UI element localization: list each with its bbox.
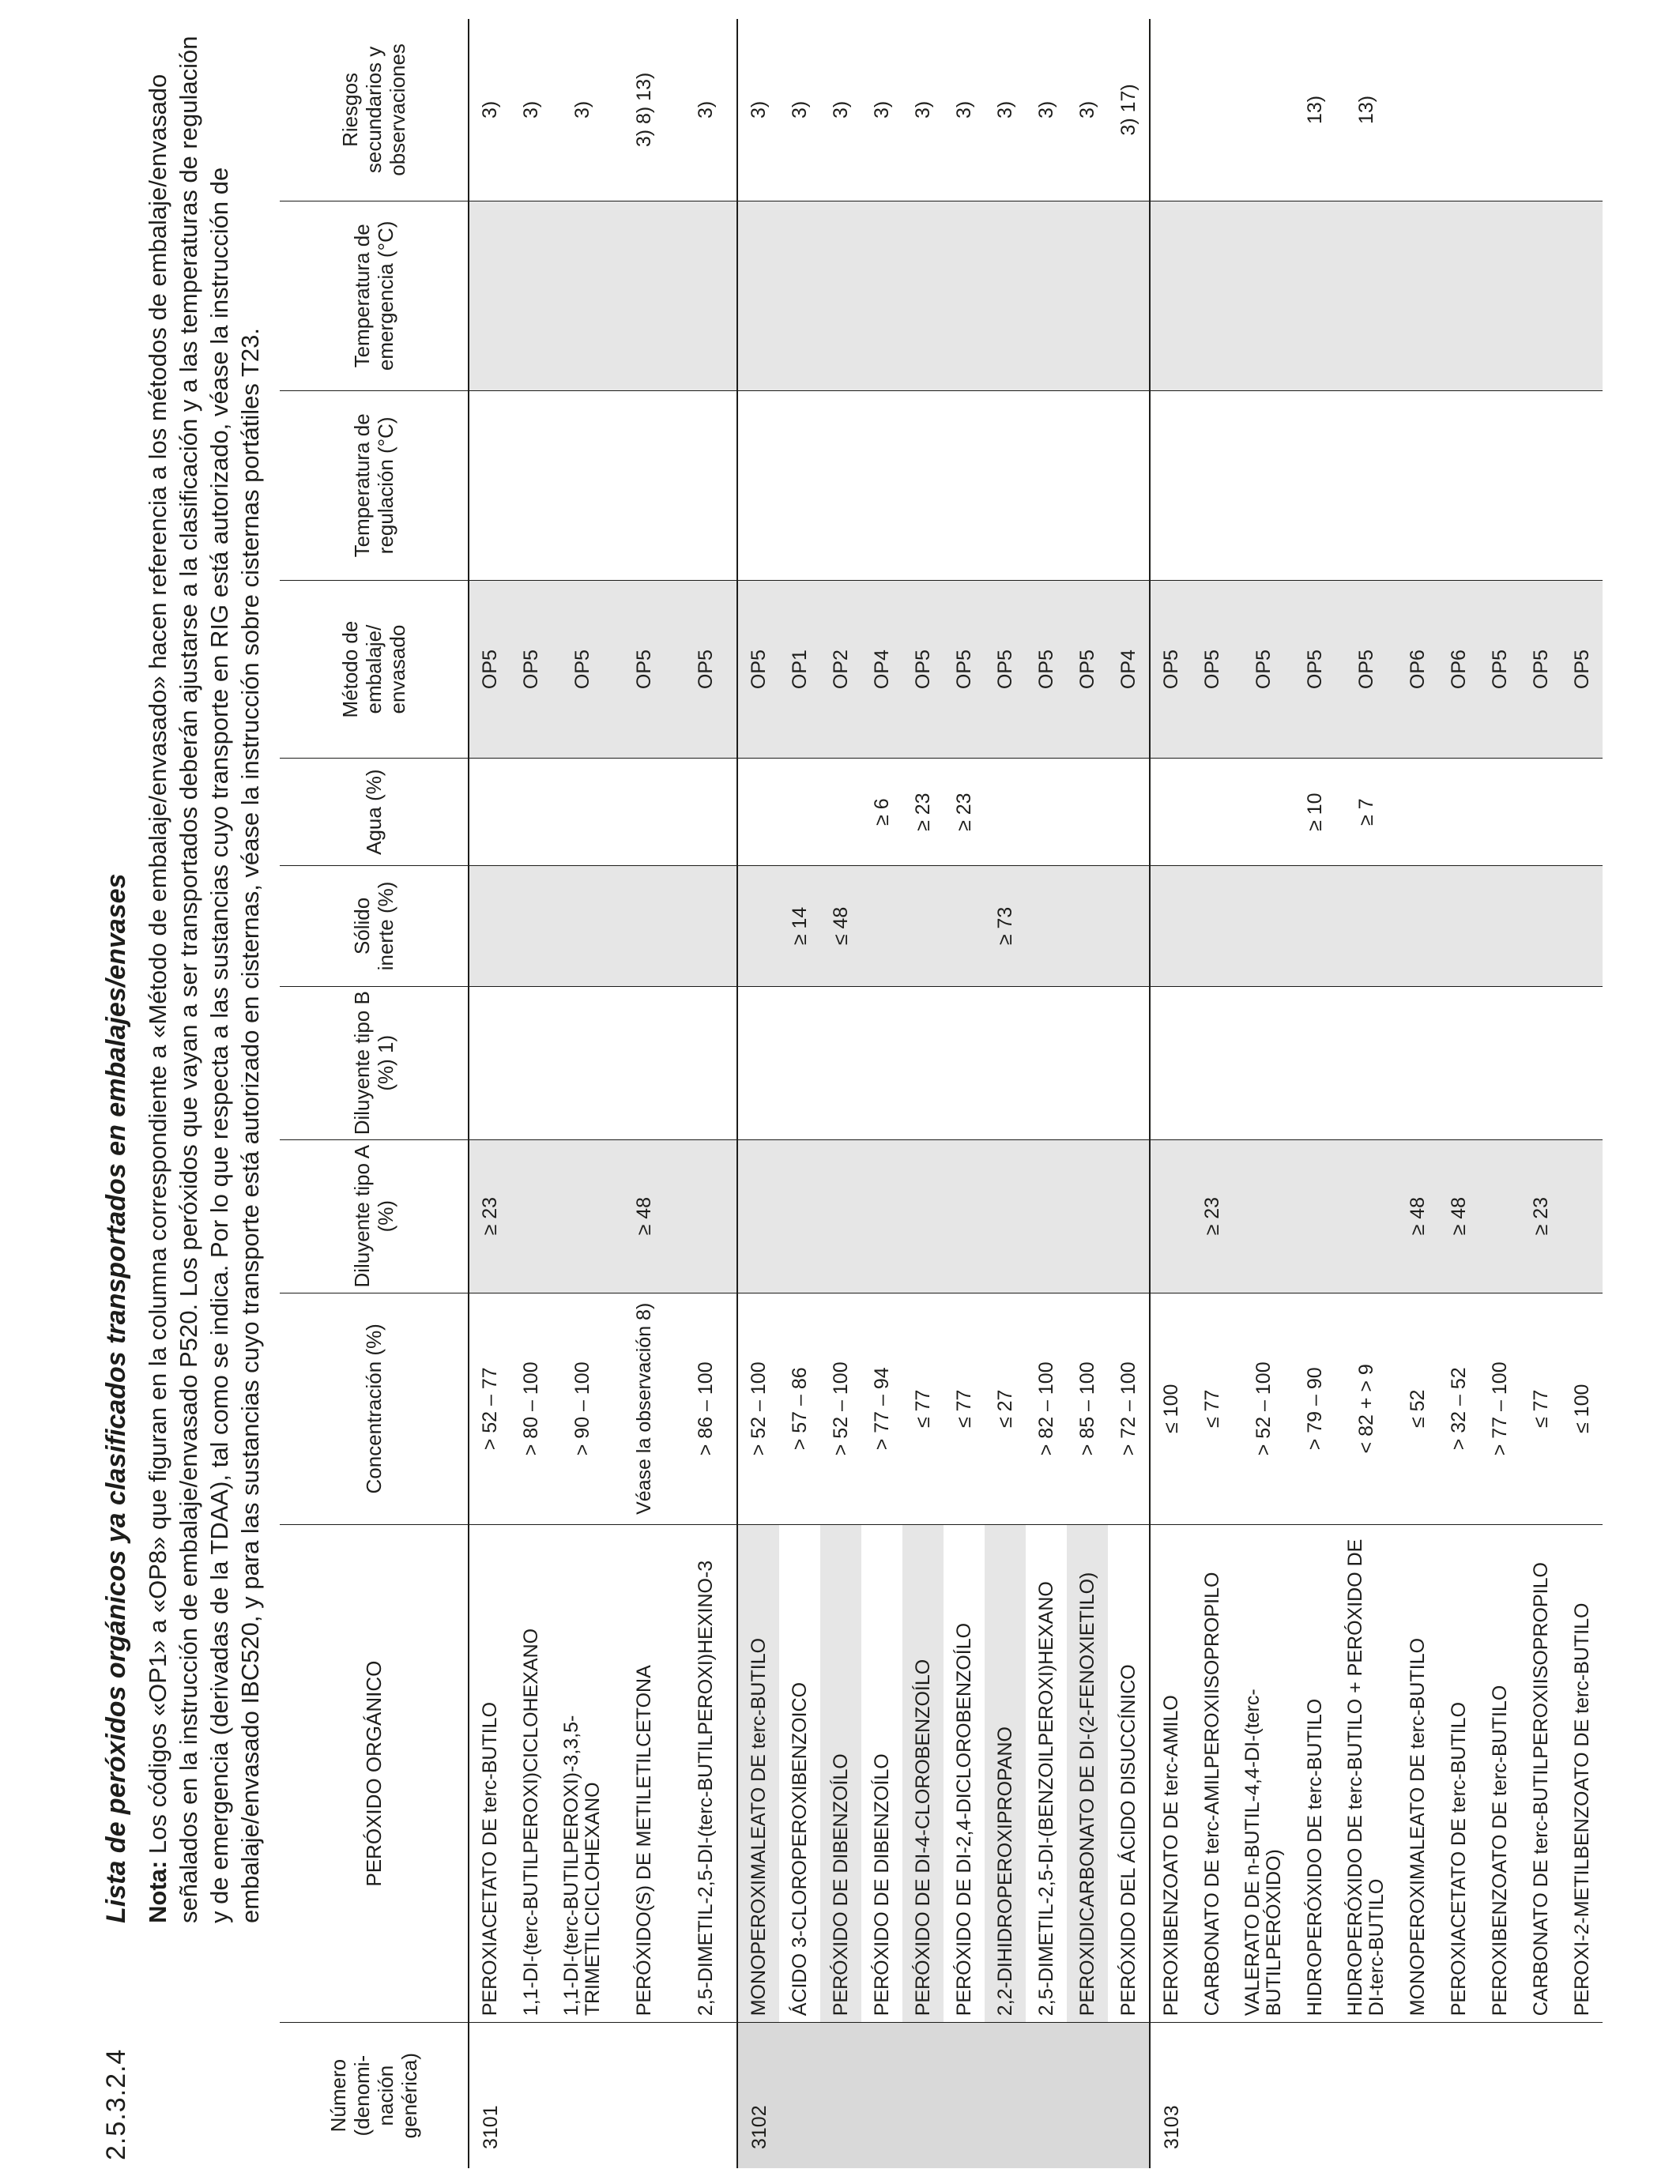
cell-diluent-b	[985, 986, 1026, 1139]
cell-diluent-a	[820, 1139, 861, 1293]
cell-packing-method: OP5	[469, 580, 510, 758]
cell-inert-solid: ≥ 14	[779, 866, 820, 987]
cell-peroxide-name: 2,5-DIMETIL-2,5-DI-(BENZOILPEROXI)HEXANO	[1026, 1524, 1067, 2022]
cell-inert-solid	[1335, 866, 1397, 987]
cell-control-temp	[1026, 390, 1067, 580]
cell-control-temp	[1067, 390, 1108, 580]
cell-water: ≥ 6	[861, 759, 902, 866]
table-row	[861, 19, 902, 2168]
cell-emergency-temp	[1335, 201, 1397, 390]
table-row	[1294, 19, 1335, 2168]
cell-water	[820, 759, 861, 866]
cell-concentration: ≤ 27	[985, 1293, 1026, 1524]
cell-water	[1561, 759, 1603, 866]
cell-inert-solid: ≤ 48	[820, 866, 861, 987]
cell-emergency-temp	[510, 201, 552, 390]
cell-diluent-a: ≥ 48	[613, 1139, 675, 1293]
cell-inert-solid	[1520, 866, 1561, 987]
cell-observations: 3)	[788, 100, 811, 119]
cell-peroxide-name: PEROXI-2-METILBENZOATO DE terc-BUTILO	[1561, 1524, 1603, 2022]
table-row	[1520, 19, 1561, 2168]
cell-control-temp	[737, 390, 779, 580]
table-row	[985, 19, 1026, 2168]
cell-control-temp	[1294, 390, 1335, 580]
cell-packing-method: OP5	[675, 580, 737, 758]
cell-inert-solid	[944, 866, 985, 987]
cell-observations: 3)	[829, 100, 852, 119]
cell-water: ≥ 23	[902, 759, 944, 866]
cell-control-temp	[552, 390, 613, 580]
cell-emergency-temp	[779, 201, 820, 390]
cell-diluent-b	[1397, 986, 1438, 1139]
cell-observations: 3) 8) 13)	[632, 72, 655, 148]
cell-concentration: > 52 – 100	[820, 1293, 861, 1524]
cell-water	[1026, 759, 1067, 866]
cell-control-temp	[1397, 390, 1438, 580]
cell-concentration: > 52 – 77	[469, 1293, 510, 1524]
cell-packing-method: OP4	[1108, 580, 1150, 758]
cell-diluent-b	[1150, 986, 1192, 1139]
cell-peroxide-name: MONOPEROXIMALEATO DE terc-BUTILO	[1397, 1524, 1438, 2022]
cell-observations: 3) 17)	[1117, 84, 1139, 136]
cell-inert-solid	[1233, 866, 1294, 987]
cell-diluent-b	[1233, 986, 1294, 1139]
cell-concentration: ≤ 77	[1192, 1293, 1233, 1524]
cell-packing-method: OP5	[902, 580, 944, 758]
cell-observations	[1150, 19, 1192, 201]
table-row	[820, 19, 861, 2168]
cell-observations: 13)	[1354, 95, 1377, 124]
cell-inert-solid	[1150, 866, 1192, 987]
table-row	[944, 19, 985, 2168]
cell-diluent-a	[1561, 1139, 1603, 1293]
cell-observations: 3)	[737, 19, 779, 201]
cell-diluent-a	[1067, 1139, 1108, 1293]
cell-packing-method: OP5	[1067, 580, 1108, 758]
cell-diluent-b	[675, 986, 737, 1139]
cell-diluent-b	[944, 986, 985, 1139]
cell-peroxide-name: 1,1-DI-(terc-BUTILPEROXI)-3,3,5-TRIMETILCICLOHEXANO	[552, 1524, 613, 2022]
cell-peroxide-name: PERÓXIDO(S) DE METILETILCETONA	[613, 1524, 675, 2022]
cell-control-temp	[1150, 390, 1192, 580]
cell-emergency-temp	[1067, 201, 1108, 390]
cell-diluent-a	[1108, 1139, 1150, 1293]
cell-observations	[1438, 19, 1479, 201]
cell-emergency-temp	[820, 201, 861, 390]
section-number: 2.5.3.2.4	[101, 2048, 131, 2160]
cell-concentration: > 52 – 100	[1233, 1293, 1294, 1524]
cell-water	[613, 759, 675, 866]
note-paragraph	[142, 35, 266, 1923]
cell-concentration: Véase la observación 8)	[613, 1293, 675, 1524]
table-row	[1026, 19, 1067, 2168]
cell-control-temp	[469, 390, 510, 580]
cell-diluent-a	[902, 1139, 944, 1293]
cell-water	[469, 759, 510, 866]
cell-diluent-b	[1067, 986, 1108, 1139]
cell-peroxide-name: 2,5-DIMETIL-2,5-DI-(terc-BUTILPEROXI)HEXINO-3	[675, 1524, 737, 2022]
header-concentracion: Concentración (%)	[280, 1293, 469, 1524]
cell-diluent-b	[1026, 986, 1067, 1139]
cell-concentration: < 82 + > 9	[1335, 1293, 1397, 1524]
cell-emergency-temp	[1108, 201, 1150, 390]
table-row	[469, 19, 510, 2168]
cell-observations	[1397, 19, 1438, 201]
cell-emergency-temp	[675, 201, 737, 390]
cell-packing-method: OP5	[1335, 580, 1397, 758]
cell-emergency-temp	[737, 201, 779, 390]
cell-control-temp	[613, 390, 675, 580]
cell-water	[1108, 759, 1150, 866]
cell-concentration: > 77 – 100	[1479, 1293, 1520, 1524]
cell-inert-solid	[1192, 866, 1233, 987]
cell-packing-method: OP5	[1026, 580, 1067, 758]
cell-group-number: 3102	[737, 2023, 1150, 2168]
cell-diluent-a	[1233, 1139, 1294, 1293]
cell-peroxide-name: ÁCIDO 3-CLOROPEROXIBENZOICO	[779, 1524, 820, 2022]
cell-emergency-temp	[1192, 201, 1233, 390]
cell-observations: 3)	[1075, 100, 1098, 119]
cell-diluent-a	[675, 1139, 737, 1293]
cell-control-temp	[675, 390, 737, 580]
cell-diluent-b	[1335, 986, 1397, 1139]
cell-diluent-b	[902, 986, 944, 1139]
cell-inert-solid	[552, 866, 613, 987]
cell-control-temp	[1192, 390, 1233, 580]
table-row	[1233, 19, 1294, 2168]
cell-concentration: > 79 – 90	[1294, 1293, 1335, 1524]
cell-inert-solid	[675, 866, 737, 987]
cell-peroxide-name: PERÓXIDO DE DIBENZOÍLO	[820, 1524, 861, 2022]
cell-packing-method: OP5	[613, 580, 675, 758]
cell-water	[1438, 759, 1479, 866]
table-row	[1335, 19, 1397, 2168]
cell-water	[1150, 759, 1192, 866]
cell-inert-solid	[1479, 866, 1520, 987]
cell-inert-solid	[510, 866, 552, 987]
cell-concentration: ≤ 77	[1520, 1293, 1561, 1524]
table-row	[1108, 19, 1150, 2168]
cell-packing-method: OP5	[1192, 580, 1233, 758]
header-temp-emergencia: Temperatura de emergencia (°C)	[280, 201, 469, 390]
cell-packing-method: OP5	[1233, 580, 1294, 758]
cell-packing-method: OP5	[1479, 580, 1520, 758]
cell-diluent-a	[944, 1139, 985, 1293]
cell-group-number: 3103	[1150, 2023, 1603, 2168]
cell-diluent-b	[1108, 986, 1150, 1139]
cell-diluent-b	[1192, 986, 1233, 1139]
cell-packing-method: OP6	[1438, 580, 1479, 758]
cell-peroxide-name: PERÓXIDO DEL ÁCIDO DISUCCÍNICO	[1108, 1524, 1150, 2022]
table-row	[675, 19, 737, 2168]
cell-packing-method: OP5	[510, 580, 552, 758]
cell-control-temp	[1233, 390, 1294, 580]
table-row	[552, 19, 613, 2168]
cell-peroxide-name: PERÓXIDO DE DIBENZOÍLO	[861, 1524, 902, 2022]
table-row	[1561, 19, 1603, 2168]
cell-diluent-b	[779, 986, 820, 1139]
section-title: Lista de peróxidos orgánicos ya clasificados transportados en embalajes/envases	[101, 873, 131, 1923]
cell-peroxide-name: PERÓXIDO DE DI-2,4-DICLOROBENZOÍLO	[944, 1524, 985, 2022]
cell-concentration: > 32 – 52	[1438, 1293, 1479, 1524]
cell-concentration: > 57 – 86	[779, 1293, 820, 1524]
header-solido: Sólido inerte (%)	[280, 866, 469, 987]
cell-control-temp	[985, 390, 1026, 580]
cell-emergency-temp	[1520, 201, 1561, 390]
cell-observations: 3)	[519, 100, 542, 119]
table-row	[779, 19, 820, 2168]
cell-observations: 3)	[911, 100, 934, 119]
cell-packing-method: OP5	[1520, 580, 1561, 758]
cell-diluent-b	[1561, 986, 1603, 1139]
cell-inert-solid	[1438, 866, 1479, 987]
cell-diluent-b	[737, 986, 779, 1139]
cell-concentration: > 80 – 100	[510, 1293, 552, 1524]
cell-diluent-a	[1150, 1139, 1192, 1293]
header-numero: Número (denomi-nación genérica)	[280, 2023, 469, 2168]
cell-emergency-temp	[552, 201, 613, 390]
cell-peroxide-name: PEROXIACETATO DE terc-BUTILO	[1438, 1524, 1479, 2022]
cell-peroxide-name: 2,2-DIHIDROPEROXIPROPANO	[985, 1524, 1026, 2022]
cell-concentration: > 82 – 100	[1026, 1293, 1067, 1524]
header-diluyente-b: Diluyente tipo B (%) 1)	[280, 986, 469, 1139]
cell-water	[1233, 759, 1294, 866]
cell-control-temp	[779, 390, 820, 580]
cell-control-temp	[510, 390, 552, 580]
header-agua: Agua (%)	[280, 759, 469, 866]
cell-observations: 3)	[694, 100, 717, 119]
cell-peroxide-name: PEROXIDICARBONATO DE DI-(2-FENOXIETILO)	[1067, 1524, 1108, 2022]
cell-water	[737, 759, 779, 866]
cell-observations	[1479, 19, 1520, 201]
cell-emergency-temp	[469, 201, 510, 390]
cell-inert-solid	[1561, 866, 1603, 987]
cell-diluent-a: ≥ 23	[469, 1139, 510, 1293]
header-temp-regulacion: Temperatura de regulación (°C)	[280, 390, 469, 580]
cell-packing-method: OP5	[1294, 580, 1335, 758]
header-peroxido: PERÓXIDO ORGÁNICO	[280, 1524, 469, 2022]
cell-diluent-a	[1294, 1139, 1335, 1293]
cell-observations: 3)	[870, 100, 893, 119]
cell-diluent-b	[820, 986, 861, 1139]
cell-control-temp	[1438, 390, 1479, 580]
cell-packing-method: OP6	[1397, 580, 1438, 758]
header-diluyente-a: Diluyente tipo A (%)	[280, 1139, 469, 1293]
cell-diluent-b	[510, 986, 552, 1139]
cell-packing-method: OP5	[1561, 580, 1603, 758]
cell-inert-solid	[1067, 866, 1108, 987]
cell-observations: 3)	[1034, 100, 1057, 119]
cell-water: ≥ 10	[1294, 759, 1335, 866]
cell-observations: 3)	[469, 19, 510, 201]
cell-concentration: > 86 – 100	[675, 1293, 737, 1524]
cell-inert-solid	[1397, 866, 1438, 987]
cell-diluent-b	[1520, 986, 1561, 1139]
cell-control-temp	[1561, 390, 1603, 580]
cell-observations: 3)	[952, 100, 975, 119]
cell-diluent-b	[552, 986, 613, 1139]
cell-observations	[1233, 19, 1294, 201]
cell-concentration: > 72 – 100	[1108, 1293, 1150, 1524]
cell-observations	[1561, 19, 1603, 201]
table-row	[1479, 19, 1520, 2168]
cell-emergency-temp	[1026, 201, 1067, 390]
cell-diluent-a: ≥ 23	[1192, 1139, 1233, 1293]
cell-inert-solid	[1294, 866, 1335, 987]
cell-emergency-temp	[1150, 201, 1192, 390]
cell-control-temp	[1479, 390, 1520, 580]
cell-concentration: > 90 – 100	[552, 1293, 613, 1524]
cell-diluent-a	[552, 1139, 613, 1293]
cell-diluent-a	[737, 1139, 779, 1293]
cell-observations: 13)	[1303, 95, 1326, 124]
cell-concentration: > 77 – 94	[861, 1293, 902, 1524]
cell-water	[675, 759, 737, 866]
cell-water	[552, 759, 613, 866]
cell-inert-solid	[1108, 866, 1150, 987]
table-row	[902, 19, 944, 2168]
table-header-row	[280, 19, 469, 2168]
cell-diluent-a	[1026, 1139, 1067, 1293]
cell-diluent-a: ≥ 48	[1438, 1139, 1479, 1293]
cell-packing-method: OP5	[944, 580, 985, 758]
table-row	[1397, 19, 1438, 2168]
cell-water	[1067, 759, 1108, 866]
cell-peroxide-name: CARBONATO DE terc-BUTILPEROXIISOPROPILO	[1520, 1524, 1561, 2022]
cell-inert-solid: ≥ 73	[985, 866, 1026, 987]
cell-water	[510, 759, 552, 866]
cell-packing-method: OP4	[861, 580, 902, 758]
cell-peroxide-name: CARBONATO DE terc-AMILPEROXIISOPROPILO	[1192, 1524, 1233, 2022]
cell-water	[985, 759, 1026, 866]
cell-inert-solid	[737, 866, 779, 987]
cell-diluent-b	[861, 986, 902, 1139]
cell-concentration: ≤ 100	[1561, 1293, 1603, 1524]
cell-packing-method: OP1	[779, 580, 820, 758]
cell-concentration: ≤ 52	[1397, 1293, 1438, 1524]
table-row	[613, 19, 675, 2168]
cell-emergency-temp	[1397, 201, 1438, 390]
cell-peroxide-name: PERÓXIDO DE DI-4-CLOROBENZOÍLO	[902, 1524, 944, 2022]
cell-diluent-b	[1479, 986, 1520, 1139]
cell-concentration: ≤ 77	[902, 1293, 944, 1524]
cell-peroxide-name: HIDROPERÓXIDO DE terc-BUTILO + PERÓXIDO DE DI-terc-BUTILO	[1335, 1524, 1397, 2022]
cell-emergency-temp	[1479, 201, 1520, 390]
cell-diluent-a	[985, 1139, 1026, 1293]
cell-diluent-a	[779, 1139, 820, 1293]
cell-emergency-temp	[613, 201, 675, 390]
cell-inert-solid	[861, 866, 902, 987]
cell-emergency-temp	[944, 201, 985, 390]
cell-water: ≥ 23	[944, 759, 985, 866]
cell-control-temp	[1520, 390, 1561, 580]
cell-emergency-temp	[985, 201, 1026, 390]
cell-peroxide-name: PEROXIBENZOATO DE terc-BUTILO	[1479, 1524, 1520, 2022]
cell-diluent-a: ≥ 48	[1397, 1139, 1438, 1293]
table-body	[469, 19, 1603, 2168]
cell-peroxide-name: HIDROPERÓXIDO DE terc-BUTILO	[1294, 1524, 1335, 2022]
cell-concentration: ≤ 100	[1150, 1293, 1192, 1524]
cell-inert-solid	[902, 866, 944, 987]
cell-diluent-a	[861, 1139, 902, 1293]
cell-concentration: ≤ 77	[944, 1293, 985, 1524]
cell-inert-solid	[469, 866, 510, 987]
cell-control-temp	[1335, 390, 1397, 580]
table-row	[510, 19, 552, 2168]
cell-diluent-b	[469, 986, 510, 1139]
cell-concentration: > 85 – 100	[1067, 1293, 1108, 1524]
cell-packing-method: OP5	[1150, 580, 1192, 758]
cell-peroxide-name: MONOPEROXIMALEATO DE terc-BUTILO	[737, 1524, 779, 2022]
cell-diluent-b	[1438, 986, 1479, 1139]
cell-water	[1192, 759, 1233, 866]
cell-diluent-a: ≥ 23	[1520, 1139, 1561, 1293]
cell-packing-method: OP5	[737, 580, 779, 758]
cell-emergency-temp	[1561, 201, 1603, 390]
cell-inert-solid	[613, 866, 675, 987]
cell-control-temp	[902, 390, 944, 580]
cell-inert-solid	[1026, 866, 1067, 987]
cell-concentration: > 52 – 100	[737, 1293, 779, 1524]
cell-diluent-a	[510, 1139, 552, 1293]
cell-peroxide-name: PEROXIBENZOATO DE terc-AMILO	[1150, 1524, 1192, 2022]
cell-emergency-temp	[1438, 201, 1479, 390]
cell-peroxide-name: 1,1-DI-(terc-BUTILPEROXI)CICLOHEXANO	[510, 1524, 552, 2022]
cell-observations	[1520, 19, 1561, 201]
cell-packing-method: OP2	[820, 580, 861, 758]
cell-packing-method: OP5	[552, 580, 613, 758]
cell-observations	[1192, 19, 1233, 201]
cell-peroxide-name: VALERATO DE n-BUTIL-4,4-DI-(terc-BUTILPERÓXIDO)	[1233, 1524, 1294, 2022]
cell-emergency-temp	[902, 201, 944, 390]
header-riesgos: Riesgos secundarios y observaciones	[280, 19, 469, 201]
cell-diluent-a	[1335, 1139, 1397, 1293]
cell-observations: 3)	[993, 100, 1016, 119]
peroxides-table	[280, 19, 1603, 2168]
cell-emergency-temp	[1294, 201, 1335, 390]
cell-diluent-b	[613, 986, 675, 1139]
cell-group-number: 3101	[469, 2023, 737, 2168]
note-label: Nota:	[144, 1860, 171, 1923]
cell-diluent-b	[1294, 986, 1335, 1139]
table-row	[1192, 19, 1233, 2168]
cell-water: ≥ 7	[1335, 759, 1397, 866]
cell-observations: 3)	[571, 100, 593, 119]
cell-emergency-temp	[1233, 201, 1294, 390]
cell-peroxide-name: PEROXIACETATO DE terc-BUTILO	[469, 1524, 510, 2022]
cell-water	[1520, 759, 1561, 866]
cell-control-temp	[820, 390, 861, 580]
table-row	[1067, 19, 1108, 2168]
cell-control-temp	[944, 390, 985, 580]
table-row	[737, 19, 779, 2168]
cell-control-temp	[1108, 390, 1150, 580]
cell-control-temp	[861, 390, 902, 580]
cell-packing-method: OP5	[985, 580, 1026, 758]
cell-diluent-a	[1479, 1139, 1520, 1293]
header-metodo: Método de embalaje/ envasado	[280, 580, 469, 758]
cell-water	[1397, 759, 1438, 866]
table-row	[1438, 19, 1479, 2168]
cell-water	[1479, 759, 1520, 866]
table-row	[1150, 19, 1192, 2168]
cell-emergency-temp	[861, 201, 902, 390]
note-text: Los códigos «OP1» a «OP8» que figuran en la columna correspondiente a «Método de embalaje/envasado» hacen referencia a los métodos de embalaje/envasado señalados en la instrucción de embalaje/envasado P520. Los peróxidos que vayan a ser transportados deberán ajustarse a la clasificación y a las temperaturas de regulación y de emergencia (derivadas de la TDAA), tal como se indica. Por lo que respecta a las sustancias cuyo transporte en RIG está autorizado, véase la instrucción de embalaje/envasado IBC520, y para las sustancias cuyo transporte está autorizado en cisternas, véase la instrucción sobre cisternas portátiles T23.	[144, 36, 264, 1923]
cell-water	[779, 759, 820, 866]
